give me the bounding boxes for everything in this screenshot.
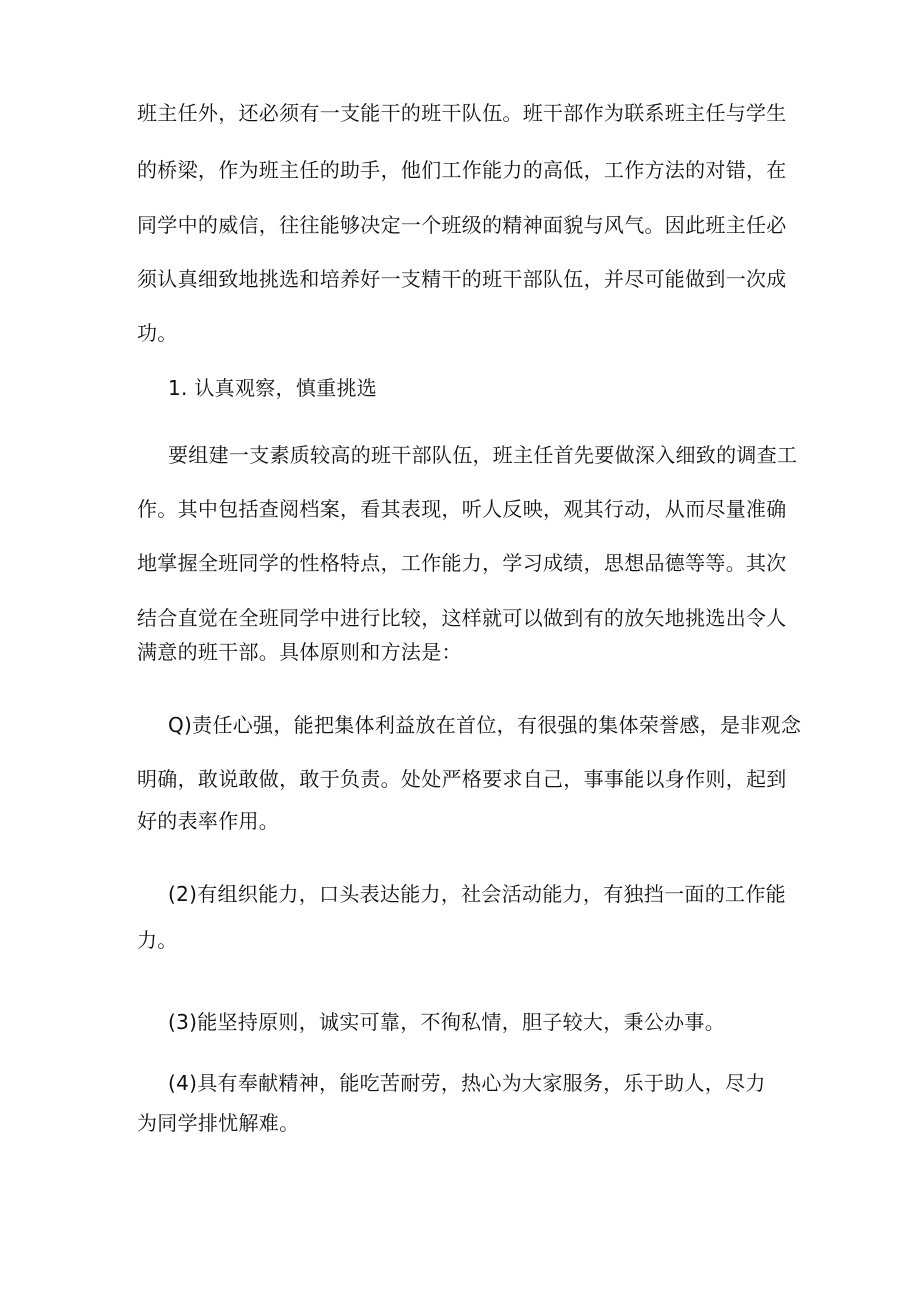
paragraph-2-line-3: 地掌握全班同学的性格特点，工作能力，学习成绩，思想品德等等。其次 — [137, 551, 787, 575]
paragraph-1-line-2: 的桥梁，作为班主任的助手，他们工作能力的高低，工作方法的对错，在 — [137, 158, 787, 182]
section-heading: 1. 认真观察，慎重挑选 — [168, 376, 378, 400]
item-1-line-1: Q)责任心强，能把集体利益放在首位，有很强的集体荣誉感，是非观念 — [168, 713, 802, 737]
item-2-line-1: (2)有组织能力，口头表达能力，社会活动能力，有独挡一面的工作能 — [168, 882, 786, 906]
paragraph-1-line-4: 须认真细致地挑选和培养好一支精干的班干部队伍，并尽可能做到一次成 — [137, 267, 787, 291]
item-1-line-3: 好的表率作用。 — [137, 809, 280, 833]
item-3-line-1: (3)能坚持原则，诚实可靠，不徇私情，胆子较大，秉公办事。 — [168, 1010, 726, 1034]
paragraph-1-line-1: 班主任外，还必须有一支能干的班干队伍。班干部作为联系班主任与学生 — [137, 101, 787, 125]
paragraph-1-line-5: 功。 — [137, 321, 178, 345]
paragraph-2-line-4: 结合直觉在全班同学中进行比较，这样就可以做到有的放矢地挑选出令人 — [137, 606, 787, 630]
item-4-line-2: 为同学排忧解难。 — [137, 1111, 300, 1135]
paragraph-2-line-2: 作。其中包括查阅档案，看其表现，听人反映，观其行动，从而尽量准确 — [137, 497, 787, 521]
item-1-line-2: 明确，敢说敢做，敢于负责。处处严格要求自己，事事能以身作则，起到 — [137, 767, 787, 791]
paragraph-2-line-1: 要组建一支素质较高的班干部队伍，班主任首先要做深入细致的调查工 — [168, 443, 798, 467]
item-4-line-1: (4)具有奉献精神，能吃苦耐劳，热心为大家服务，乐于助人，尽力 — [168, 1071, 766, 1095]
paragraph-1-line-3: 同学中的威信，往往能够决定一个班级的精神面貌与风气。因此班主任必 — [137, 213, 787, 237]
item-2-line-2: 力。 — [137, 928, 178, 952]
paragraph-2-line-5: 满意的班干部。具体原则和方法是： — [137, 640, 462, 664]
